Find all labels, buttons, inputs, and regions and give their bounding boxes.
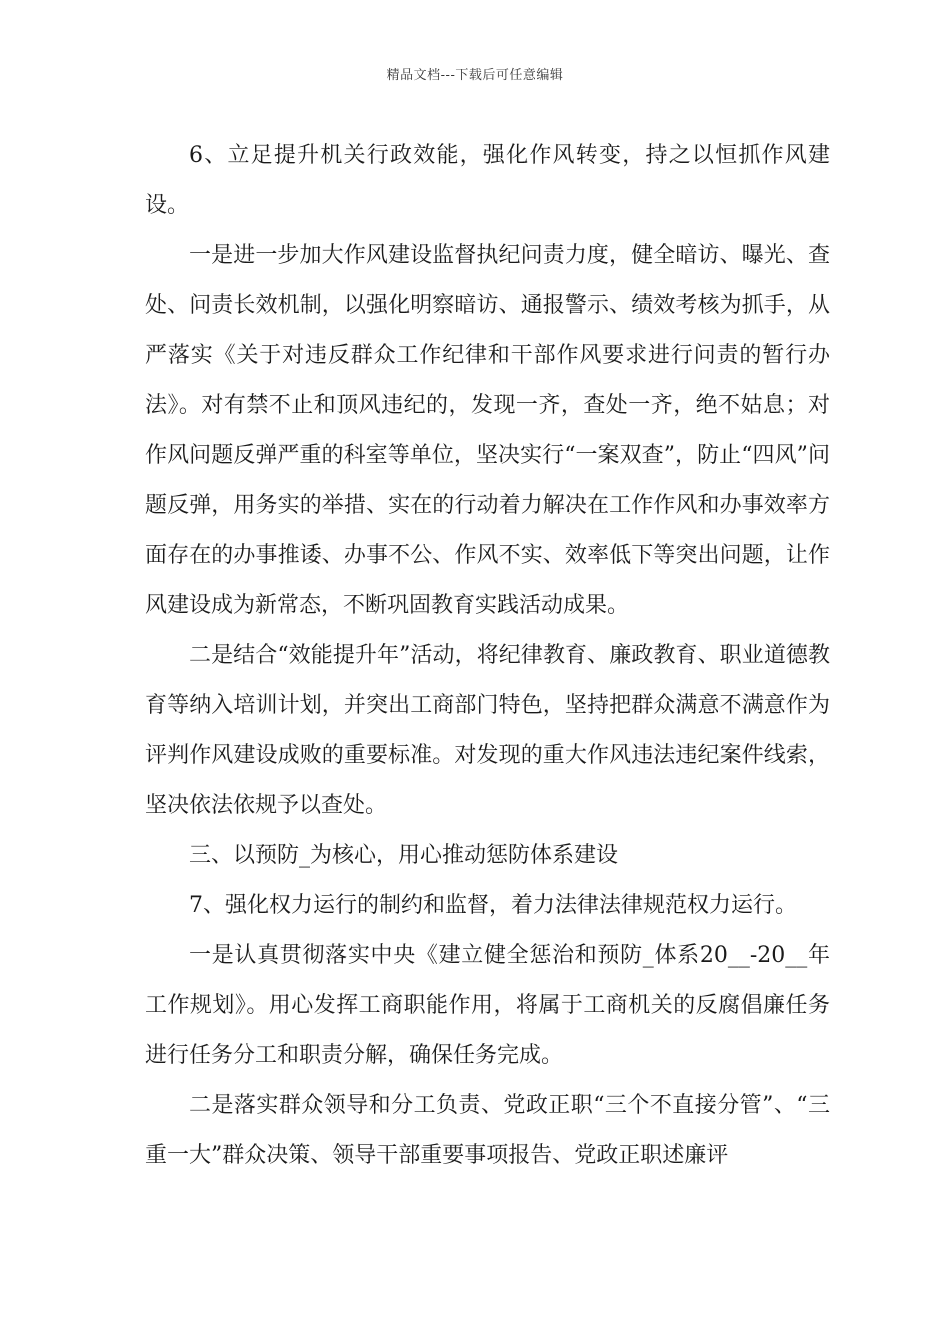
document-body — [145, 131, 830, 1181]
paragraph: 二是结合“效能提升年”活动，将纪律教育、廉政教育、职业道德教育等纳入培训计划，并突出工商部门特色，坚持把群众满意不满意作为评判作风建设成败的重要标准。对发现的重大作风违法违纪案件线索，坚决依法依规予以查处。 — [145, 643, 830, 818]
paragraph: 二是落实群众领导和分工负责、党政正职“三个不直接分管”、“三重一大”群众决策、领导干部重要事项报告、党政正职述廉评 — [145, 1093, 830, 1168]
paragraph: 一是认真贯彻落实中央《建立健全惩治和预防_体系20__-20__年工作规划》。用心发挥工商职能作用，将属于工商机关的反腐倡廉任务进行任务分工和职责分解，确保任务完成。 — [145, 943, 830, 1068]
paragraph: 一是进一步加大作风建设监督执纪问责力度，健全暗访、曝光、查处、问责长效机制，以强化明察暗访、通报警示、绩效考核为抓手，从严落实《关于对违反群众工作纪律和干部作风要求进行问责的暂行办法》。对有禁不止和顶风违纪的，发现一齐，查处一齐，绝不姑息；对作风问题反弹严重的科室等单位，坚决实行“一案双查”，防止“四风”问题反弹，用务实的举措、实在的行动着力解决在工作作风和办事效率方面存在的办事推诿、办事不公、作风不实、效率低下等突出问题，让作风建设成为新常态，不断巩固教育实践活动成果。 — [145, 243, 830, 618]
section-heading: 三、以预防_为核心，用心推动惩防体系建设 — [189, 843, 619, 868]
paragraph: 7、强化权力运行的制约和监督，着力法律法律规范权力运行。 — [189, 893, 797, 918]
paragraph: 6、立足提升机关行政效能，强化作风转变，持之以恒抓作风建设。 — [145, 143, 830, 218]
page-header: 精品文档---下载后可任意编辑 — [386, 68, 564, 83]
